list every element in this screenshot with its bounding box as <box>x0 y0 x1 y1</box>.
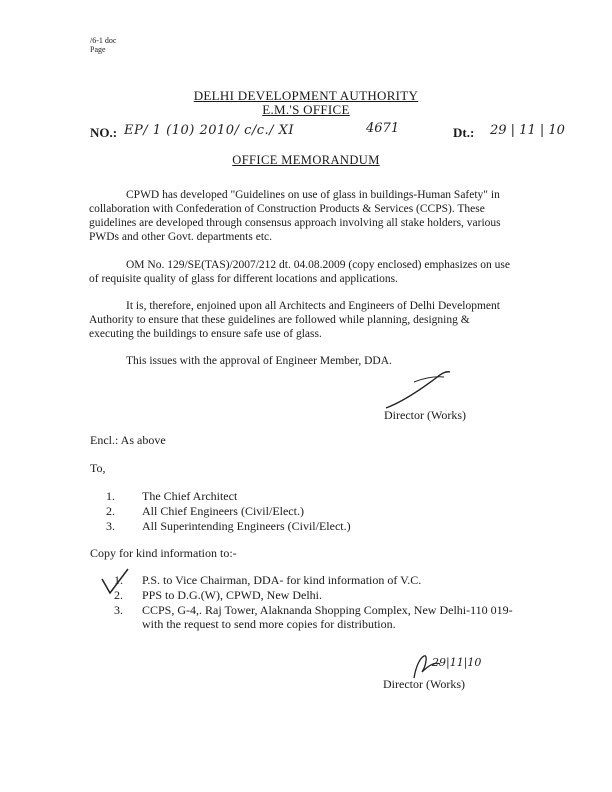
copy-number: 2. <box>114 588 123 602</box>
recipient-text: All Chief Engineers (Civil/Elect.) <box>142 504 304 518</box>
copy-number: 3. <box>114 603 123 617</box>
copy-number: 1. <box>114 573 123 587</box>
date-label: Dt.: <box>453 125 475 140</box>
p1-line-3: guidelines are developed through consensus approach involving all stake holders, various <box>89 217 501 229</box>
reference-subnumber: 4671 <box>366 121 400 136</box>
reference-number: EP/ 1 (10) 2010/ c/c./ XI <box>124 123 295 138</box>
enclosure-note: Encl.: As above <box>90 433 166 447</box>
p1-line-2: collaboration with Confederation of Construction Products & Services (CCPS). These <box>89 203 485 215</box>
signature-2-title: Director (Works) <box>383 677 466 691</box>
org-name: DELHI DEVELOPMENT AUTHORITY <box>193 88 419 103</box>
recipient-number: 3. <box>106 519 115 533</box>
copy-text: P.S. to Vice Chairman, DDA- for kind information of V.C. <box>142 573 422 587</box>
doc-ref-note <box>90 36 116 54</box>
p1-line-4: PWDs and other Govt. departments etc. <box>89 231 272 243</box>
memo-title: OFFICE MEMORANDUM <box>232 153 380 167</box>
p4-line-1: This issues with the approval of Engineer Member, DDA. <box>126 355 392 367</box>
copy-label: Copy for kind information to:- <box>90 546 237 560</box>
copy-text-continued: with the request to send more copies for distribution. <box>142 617 396 631</box>
p3-line-3: executing the buildings to ensure safe use of glass. <box>89 328 322 340</box>
no-label: NO.: <box>90 125 118 140</box>
paragraph-3 <box>89 299 539 341</box>
p3-line-1: It is, therefore, enjoined upon all Architects and Engineers of Delhi Development <box>126 300 500 312</box>
office-name: E.M.'S OFFICE <box>262 102 350 117</box>
p3-line-2: Authority to ensure that these guidelines are followed while planning, designing & <box>89 314 470 326</box>
p2-line-1: OM No. 129/SE(TAS)/2007/212 dt. 04.08.2009 (copy enclosed) emphasizes on use <box>126 259 510 271</box>
signature-1-title: Director (Works) <box>384 408 467 422</box>
recipient-number: 2. <box>106 504 115 518</box>
date-value: 29 | 11 | 10 <box>490 123 565 138</box>
paragraph-4 <box>89 354 539 368</box>
paragraph-1 <box>89 188 539 244</box>
paragraph-2 <box>89 258 539 286</box>
recipient-text: The Chief Architect <box>142 489 238 503</box>
recipient-text: All Superintending Engineers (Civil/Elect.) <box>142 519 351 533</box>
doc-ref-line2: Page <box>90 45 106 54</box>
doc-ref-line1: /6-1 doc <box>90 36 117 45</box>
signature-1-scribble <box>384 368 454 413</box>
to-label: To, <box>90 461 106 475</box>
copy-text: PPS to D.G.(W), CPWD, New Delhi. <box>142 588 322 602</box>
signature-2-date: 29|11|10 <box>432 656 482 669</box>
recipient-number: 1. <box>106 489 115 503</box>
p1-line-1: CPWD has developed "Guidelines on use of glass in buildings-Human Safety" in <box>126 189 500 201</box>
copy-text: CCPS, G-4,. Raj Tower, Alaknanda Shopping Complex, New Delhi-110 019- <box>142 603 513 617</box>
p2-line-2: of requisite quality of glass for different locations and applications. <box>89 273 398 285</box>
